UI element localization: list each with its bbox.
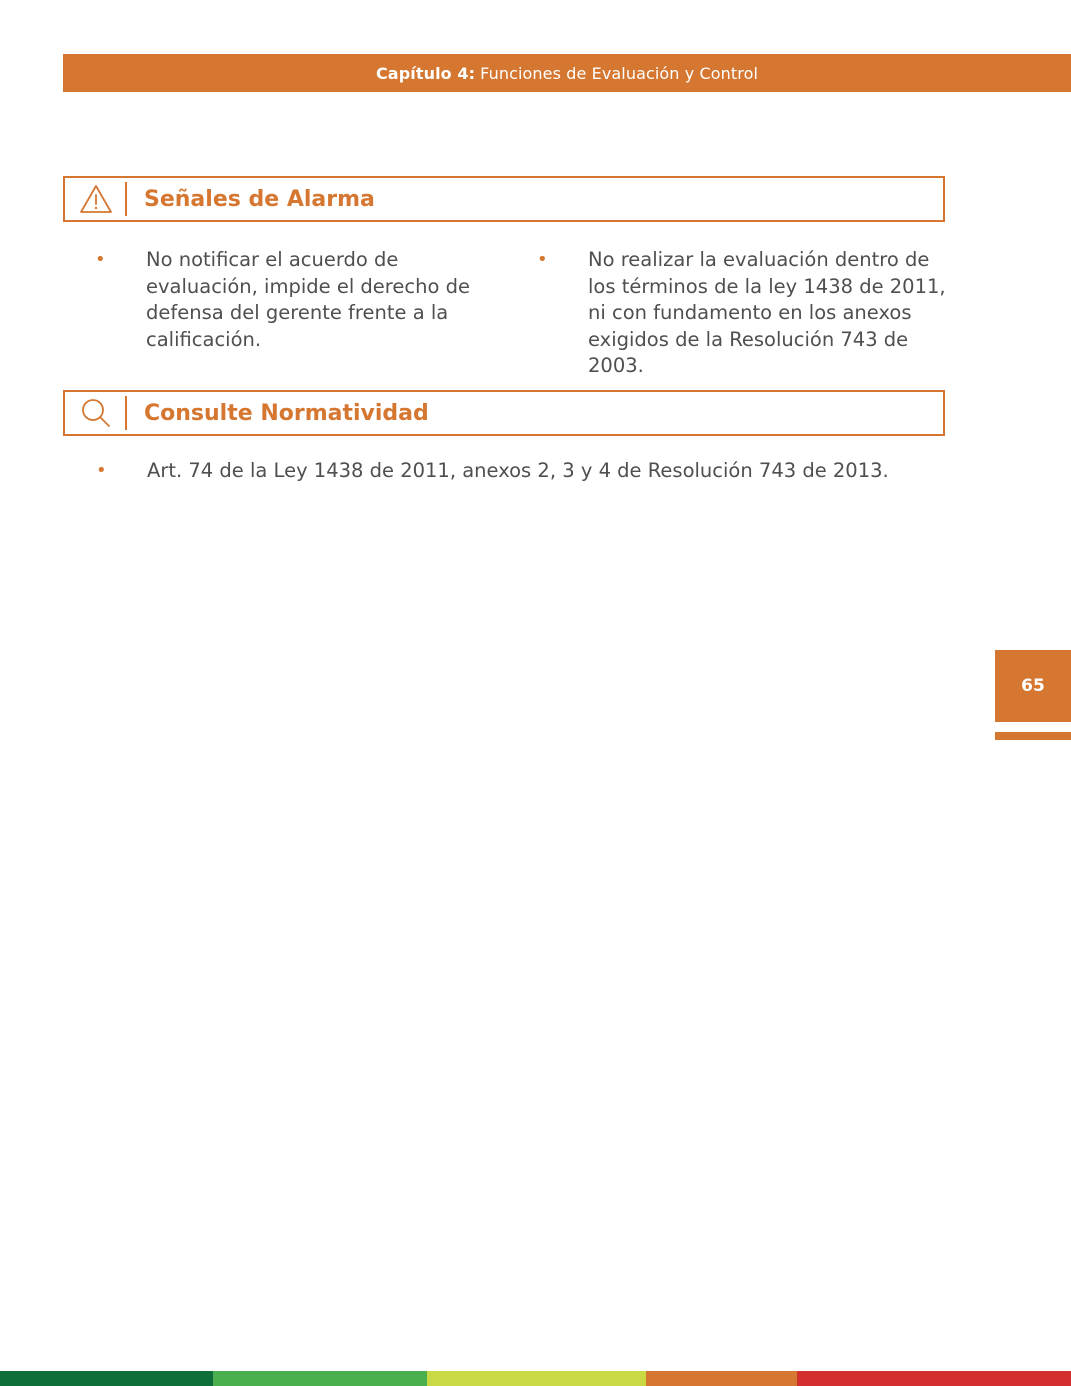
bullet-dot: • [537, 249, 548, 270]
chapter-header [63, 54, 1071, 92]
search-icon [65, 392, 127, 434]
bullet-dot: • [96, 460, 107, 481]
footer-stripe-red [797, 1371, 1071, 1386]
alarm-section-header [63, 176, 945, 222]
page-number: 65 [995, 650, 1071, 722]
footer-stripe-dark-green [0, 1371, 213, 1386]
warning-triangle-icon [65, 178, 127, 220]
footer-color-bar [0, 1371, 1071, 1386]
chapter-title: Funciones de Evaluación y Control [480, 63, 759, 83]
footer-stripe-orange [646, 1371, 797, 1386]
page-number-underline [995, 732, 1071, 740]
alarm-item-1: No notificar el acuerdo de evaluación, impide el derecho de defensa del gerente frente a la calificación. [146, 248, 470, 351]
footer-stripe-green [213, 1371, 427, 1386]
norm-section-header [63, 390, 945, 436]
alarm-item-2: No realizar la evaluación dentro de los términos de la ley 1438 de 2011, ni con fundamento en los anexos exigidos de la Resolución 743 de 2003. [588, 248, 946, 377]
norm-section-title: Consulte Normatividad [144, 400, 429, 426]
footer-stripe-lime [427, 1371, 646, 1386]
norm-item-1: Art. 74 de la Ley 1438 de 2011, anexos 2, 3 y 4 de Resolución 743 de 2013. [147, 459, 889, 482]
bullet-dot: • [95, 249, 106, 270]
chapter-label: Capítulo 4: [375, 63, 476, 83]
alarm-section-title: Señales de Alarma [144, 186, 375, 212]
